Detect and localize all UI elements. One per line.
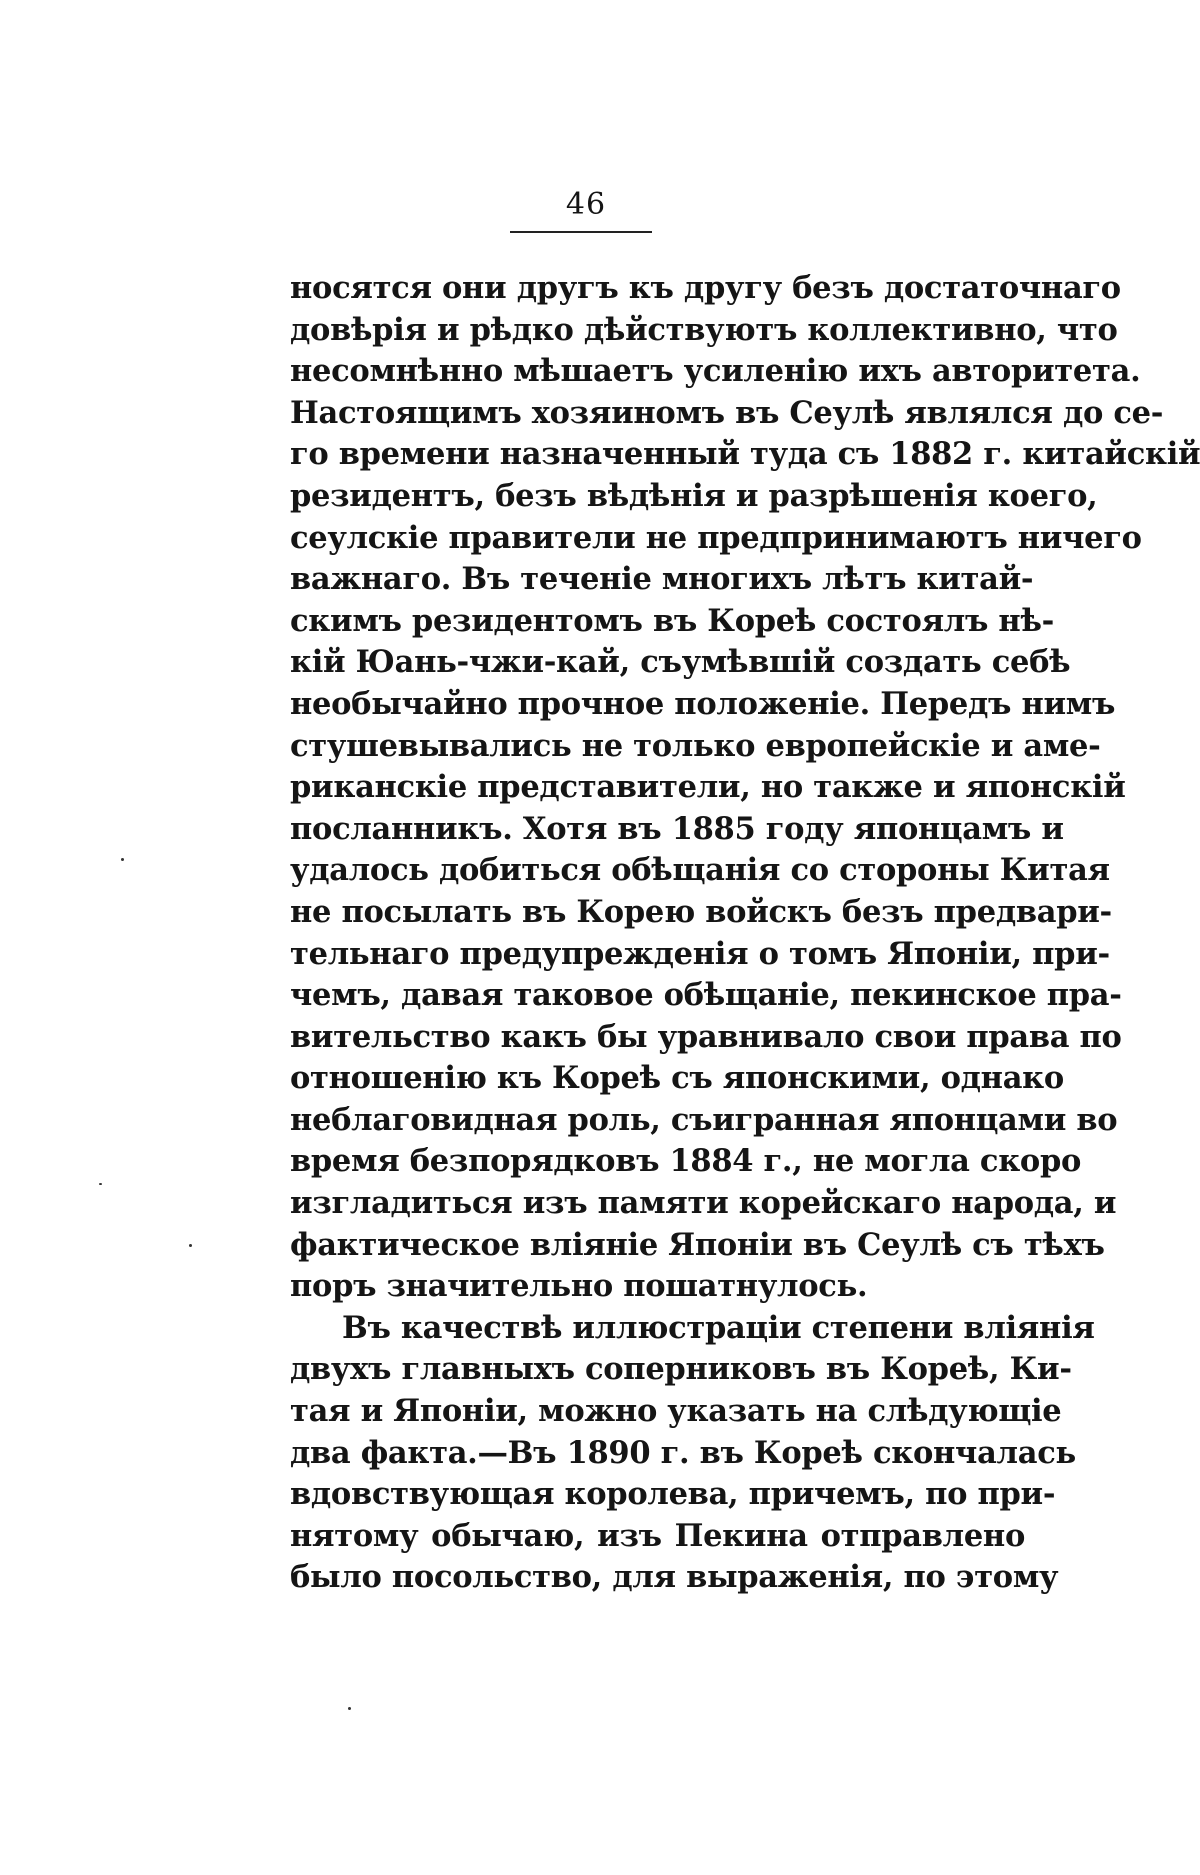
text-line: чемъ, давая таковое обѣщаніе, пекинское пра- <box>290 977 1122 1014</box>
text-line: не посылать въ Корею войскъ безъ предвари- <box>290 893 1112 930</box>
text-line: важнаго. Въ теченіе многихъ лѣтъ китай- <box>290 561 1034 598</box>
text-line: удалось добиться обѣщанія со стороны Китая <box>290 852 1110 889</box>
text-line: двухъ главныхъ соперниковъ въ Кореѣ, Ки- <box>290 1351 1072 1388</box>
paragraph-2 <box>290 1308 1095 1599</box>
text-line: тая и Японіи, можно указать на слѣдующіе <box>290 1393 1062 1430</box>
text-line: было посольство, для выраженія, по этому <box>290 1559 1059 1596</box>
text-line: необычайно прочное положеніе. Передъ нимъ <box>290 685 1116 722</box>
text-line: стушевывались не только европейскіе и аме- <box>290 727 1101 764</box>
text-line: время безпорядковъ 1884 г., не могла скоро <box>290 1143 1082 1180</box>
text-line: вительство какъ бы уравнивало свои права по <box>290 1018 1122 1055</box>
paragraph-1 <box>290 268 1200 1308</box>
text-line: изгладиться изъ памяти корейскаго народа, и <box>290 1185 1117 1222</box>
text-line: поръ значительно пошатнулось. <box>290 1268 868 1305</box>
text-line: сеулскіе правители не предпринимаютъ ничего <box>290 519 1142 556</box>
text-line: несомнѣнно мѣшаетъ усиленію ихъ авторитета. <box>290 353 1141 390</box>
text-line: го времени назначенный туда съ 1882 г. китайскій <box>290 436 1200 473</box>
page-number-rule <box>510 231 652 233</box>
text-line: кій Юань-чжи-кай, съумѣвшій создать себѣ <box>290 644 1071 681</box>
text-line: тельнаго предупрежденія о томъ Японіи, при- <box>290 935 1110 972</box>
text-line: вдовствующая королева, причемъ, по при- <box>290 1476 1056 1513</box>
scan-speck <box>121 858 124 861</box>
text-line: два факта.—Въ 1890 г. въ Кореѣ скончалась <box>290 1434 1076 1471</box>
text-line: Въ качествѣ иллюстраціи степени вліянія <box>342 1309 1095 1346</box>
text-line: отношенію къ Кореѣ съ японскими, однако <box>290 1060 1064 1097</box>
text-line: Настоящимъ хозяиномъ въ Сеулѣ являлся до се- <box>290 394 1164 431</box>
text-line: нятому обычаю, изъ Пекина отправлено <box>290 1517 1025 1554</box>
page-number: 46 <box>565 187 607 222</box>
text-line: носятся они другъ къ другу безъ достаточнаго <box>290 270 1121 306</box>
text-line: резидентъ, безъ вѣдѣнія и разрѣшенія коего, <box>290 477 1098 514</box>
scan-speck <box>348 1707 351 1710</box>
text-line: риканскіе представители, но также и японскій <box>290 769 1126 806</box>
text-line: довѣрія и рѣдко дѣйствуютъ коллективно, что <box>290 311 1118 348</box>
text-line: фактическое вліяніе Японіи въ Сеулѣ съ тѣхъ <box>290 1226 1105 1263</box>
body-text <box>290 268 1200 1599</box>
scan-speck <box>99 1183 102 1185</box>
text-line: скимъ резидентомъ въ Кореѣ состоялъ нѣ- <box>290 602 1054 639</box>
text-line: неблаговидная роль, съигранная японцами во <box>290 1101 1118 1138</box>
text-line: посланникъ. Хотя въ 1885 году японцамъ и <box>290 810 1064 847</box>
scan-speck <box>189 1244 192 1247</box>
